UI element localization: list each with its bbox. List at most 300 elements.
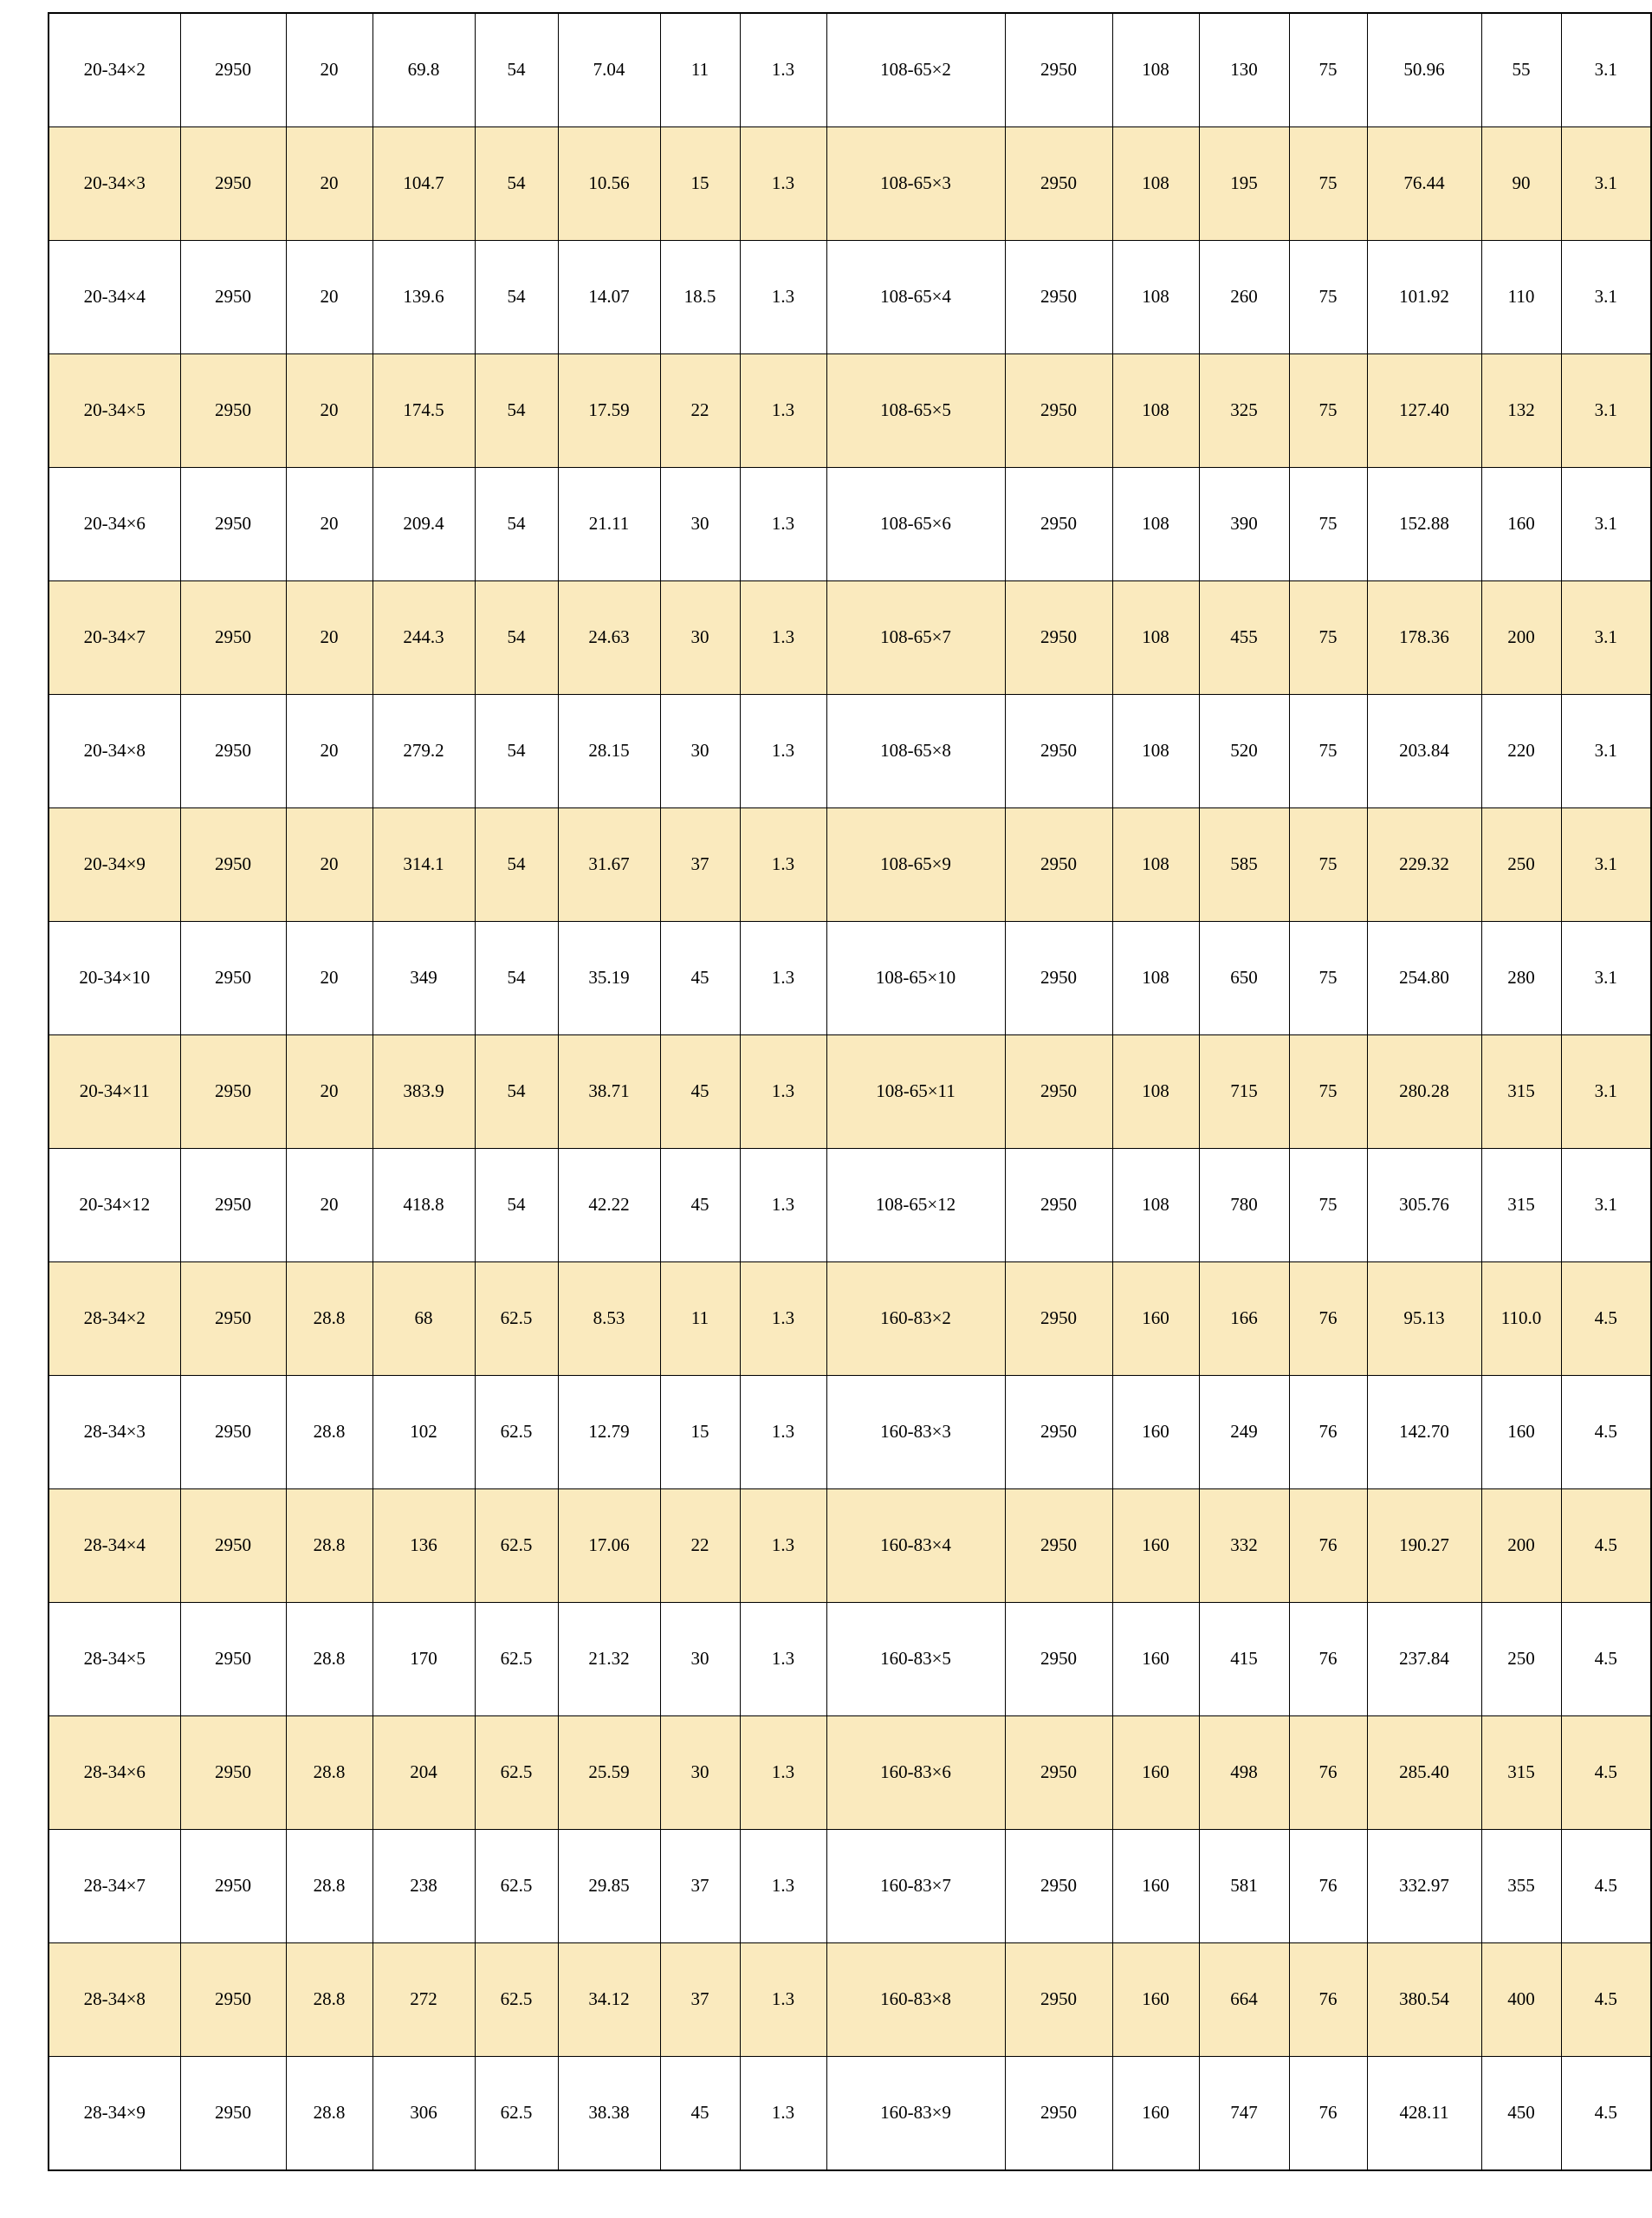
table-cell: 160 (1112, 1262, 1199, 1376)
table-cell: 14.07 (558, 241, 660, 354)
table-cell: 650 (1199, 922, 1289, 1035)
table-cell: 254.80 (1367, 922, 1481, 1035)
table-cell: 160-83×9 (826, 2057, 1005, 2171)
table-cell: 22 (660, 1489, 740, 1603)
table-cell: 54 (475, 127, 558, 241)
table-cell: 75 (1289, 808, 1367, 922)
table-cell: 325 (1199, 354, 1289, 468)
table-cell: 1.3 (740, 581, 826, 695)
table-cell: 160-83×6 (826, 1716, 1005, 1830)
table-cell: 4.5 (1561, 1603, 1651, 1716)
table-cell: 62.5 (475, 1489, 558, 1603)
table-cell: 2950 (1005, 1830, 1112, 1943)
table-cell: 38.38 (558, 2057, 660, 2171)
table-cell: 20-34×6 (49, 468, 180, 581)
table-cell: 108 (1112, 13, 1199, 127)
table-cell: 279.2 (373, 695, 475, 808)
table-cell: 160-83×2 (826, 1262, 1005, 1376)
table-row (49, 1716, 1651, 1830)
table-cell: 250 (1481, 808, 1561, 922)
table-row (49, 241, 1651, 354)
table-cell: 249 (1199, 1376, 1289, 1489)
table-cell: 1.3 (740, 1716, 826, 1830)
table-row (49, 1035, 1651, 1149)
table-cell: 2950 (1005, 241, 1112, 354)
table-cell: 1.3 (740, 354, 826, 468)
table-cell: 28-34×6 (49, 1716, 180, 1830)
table-row (49, 468, 1651, 581)
table-cell: 160 (1112, 1943, 1199, 2057)
table-cell: 76 (1289, 1716, 1367, 1830)
table-cell: 1.3 (740, 241, 826, 354)
table-cell: 28-34×4 (49, 1489, 180, 1603)
table-cell: 20-34×5 (49, 354, 180, 468)
table-cell: 160-83×4 (826, 1489, 1005, 1603)
table-cell: 160 (1481, 1376, 1561, 1489)
table-cell: 76 (1289, 1830, 1367, 1943)
table-cell: 54 (475, 695, 558, 808)
table-cell: 76 (1289, 1943, 1367, 2057)
table-cell: 20-34×10 (49, 922, 180, 1035)
table-cell: 1.3 (740, 468, 826, 581)
table-cell: 90 (1481, 127, 1561, 241)
table-cell: 45 (660, 2057, 740, 2171)
table-cell: 25.59 (558, 1716, 660, 1830)
table-cell: 20-34×2 (49, 13, 180, 127)
table-cell: 280.28 (1367, 1035, 1481, 1149)
table-cell: 76 (1289, 1376, 1367, 1489)
table-row (49, 2057, 1651, 2171)
table-cell: 200 (1481, 1489, 1561, 1603)
table-cell: 45 (660, 922, 740, 1035)
table-cell: 3.1 (1561, 13, 1651, 127)
table-cell: 1.3 (740, 1035, 826, 1149)
table-cell: 69.8 (373, 13, 475, 127)
table-cell: 20-34×7 (49, 581, 180, 695)
table-cell: 102 (373, 1376, 475, 1489)
table-cell: 2950 (1005, 1035, 1112, 1149)
table-cell: 4.5 (1561, 2057, 1651, 2171)
table-cell: 20 (286, 695, 373, 808)
table-cell: 160-83×8 (826, 1943, 1005, 2057)
table-cell: 160 (1112, 2057, 1199, 2171)
table-cell: 76.44 (1367, 127, 1481, 241)
table-cell: 418.8 (373, 1149, 475, 1262)
table-cell: 715 (1199, 1035, 1289, 1149)
table-cell: 160-83×5 (826, 1603, 1005, 1716)
table-cell: 12.79 (558, 1376, 660, 1489)
table-cell: 2950 (1005, 2057, 1112, 2171)
table-cell: 54 (475, 808, 558, 922)
table-cell: 4.5 (1561, 1376, 1651, 1489)
table-cell: 400 (1481, 1943, 1561, 2057)
table-cell: 1.3 (740, 13, 826, 127)
table-cell: 108 (1112, 241, 1199, 354)
table-cell: 15 (660, 127, 740, 241)
table-cell: 581 (1199, 1830, 1289, 1943)
table-cell: 20 (286, 13, 373, 127)
table-cell: 54 (475, 922, 558, 1035)
table-cell: 42.22 (558, 1149, 660, 1262)
table-cell: 108-65×8 (826, 695, 1005, 808)
table-cell: 28-34×5 (49, 1603, 180, 1716)
table-cell: 204 (373, 1716, 475, 1830)
table-cell: 2950 (180, 695, 286, 808)
table-cell: 2950 (180, 1035, 286, 1149)
table-cell: 260 (1199, 241, 1289, 354)
specification-table (48, 12, 1652, 2171)
table-cell: 10.56 (558, 127, 660, 241)
table-cell: 2950 (1005, 1149, 1112, 1262)
table-cell: 238 (373, 1830, 475, 1943)
table-cell: 21.11 (558, 468, 660, 581)
table-cell: 747 (1199, 2057, 1289, 2171)
table-cell: 2950 (180, 1830, 286, 1943)
table-cell: 11 (660, 13, 740, 127)
table-cell: 244.3 (373, 581, 475, 695)
table-cell: 3.1 (1561, 695, 1651, 808)
table-cell: 104.7 (373, 127, 475, 241)
table-cell: 30 (660, 695, 740, 808)
table-cell: 160 (1112, 1376, 1199, 1489)
table-cell: 127.40 (1367, 354, 1481, 468)
table-cell: 50.96 (1367, 13, 1481, 127)
table-cell: 17.59 (558, 354, 660, 468)
table-cell: 108 (1112, 922, 1199, 1035)
table-cell: 170 (373, 1603, 475, 1716)
table-cell: 203.84 (1367, 695, 1481, 808)
table-cell: 108-65×5 (826, 354, 1005, 468)
table-cell: 20-34×3 (49, 127, 180, 241)
table-row (49, 808, 1651, 922)
table-cell: 142.70 (1367, 1376, 1481, 1489)
table-cell: 28.8 (286, 1262, 373, 1376)
table-cell: 1.3 (740, 1943, 826, 2057)
table-row (49, 1262, 1651, 1376)
table-cell: 415 (1199, 1603, 1289, 1716)
table-cell: 108 (1112, 808, 1199, 922)
table-cell: 76 (1289, 2057, 1367, 2171)
table-cell: 2950 (1005, 581, 1112, 695)
table-cell: 38.71 (558, 1035, 660, 1149)
table-cell: 28.8 (286, 2057, 373, 2171)
table-cell: 11 (660, 1262, 740, 1376)
table-cell: 139.6 (373, 241, 475, 354)
table-cell: 332.97 (1367, 1830, 1481, 1943)
table-cell: 160 (1481, 468, 1561, 581)
table-cell: 2950 (180, 2057, 286, 2171)
table-cell: 101.92 (1367, 241, 1481, 354)
table-cell: 30 (660, 1716, 740, 1830)
table-cell: 2950 (180, 13, 286, 127)
table-cell: 1.3 (740, 808, 826, 922)
table-cell: 75 (1289, 13, 1367, 127)
table-cell: 2950 (180, 922, 286, 1035)
table-cell: 75 (1289, 922, 1367, 1035)
table-cell: 2950 (1005, 1262, 1112, 1376)
table-row (49, 1489, 1651, 1603)
table-cell: 108 (1112, 1149, 1199, 1262)
table-cell: 1.3 (740, 695, 826, 808)
table-cell: 28-34×7 (49, 1830, 180, 1943)
table-cell: 54 (475, 1149, 558, 1262)
table-cell: 1.3 (740, 1830, 826, 1943)
table-cell: 20-34×12 (49, 1149, 180, 1262)
table-cell: 68 (373, 1262, 475, 1376)
table-cell: 380.54 (1367, 1943, 1481, 2057)
table-cell: 2950 (1005, 1943, 1112, 2057)
table-row (49, 1830, 1651, 1943)
table-cell: 62.5 (475, 2057, 558, 2171)
table-cell: 20 (286, 241, 373, 354)
table-cell: 2950 (180, 354, 286, 468)
table-cell: 136 (373, 1489, 475, 1603)
table-cell: 76 (1289, 1262, 1367, 1376)
table-cell: 2950 (180, 1262, 286, 1376)
table-cell: 18.5 (660, 241, 740, 354)
table-cell: 37 (660, 1943, 740, 2057)
table-cell: 75 (1289, 468, 1367, 581)
table-cell: 450 (1481, 2057, 1561, 2171)
table-cell: 4.5 (1561, 1489, 1651, 1603)
table-cell: 54 (475, 581, 558, 695)
table-cell: 3.1 (1561, 241, 1651, 354)
table-cell: 160 (1112, 1489, 1199, 1603)
table-cell: 160 (1112, 1716, 1199, 1830)
table-cell: 2950 (180, 1943, 286, 2057)
table-cell: 28-34×2 (49, 1262, 180, 1376)
table-cell: 54 (475, 13, 558, 127)
table-cell: 3.1 (1561, 922, 1651, 1035)
table-cell: 28.8 (286, 1716, 373, 1830)
table-cell: 28.8 (286, 1376, 373, 1489)
table-cell: 3.1 (1561, 127, 1651, 241)
table-cell: 108-65×11 (826, 1035, 1005, 1149)
table-cell: 2950 (1005, 808, 1112, 922)
table-cell: 110 (1481, 241, 1561, 354)
table-cell: 75 (1289, 1149, 1367, 1262)
table-cell: 383.9 (373, 1035, 475, 1149)
table-cell: 2950 (1005, 1489, 1112, 1603)
table-cell: 250 (1481, 1603, 1561, 1716)
table-cell: 108-65×6 (826, 468, 1005, 581)
table-row (49, 1603, 1651, 1716)
table-cell: 2950 (1005, 1716, 1112, 1830)
table-cell: 305.76 (1367, 1149, 1481, 1262)
table-cell: 54 (475, 468, 558, 581)
table-row (49, 922, 1651, 1035)
table-cell: 75 (1289, 354, 1367, 468)
table-cell: 4.5 (1561, 1716, 1651, 1830)
table-cell: 20-34×9 (49, 808, 180, 922)
table-cell: 28.15 (558, 695, 660, 808)
table-cell: 1.3 (740, 1489, 826, 1603)
table-cell: 20-34×8 (49, 695, 180, 808)
table-cell: 20 (286, 354, 373, 468)
table-cell: 3.1 (1561, 581, 1651, 695)
table-cell: 1.3 (740, 127, 826, 241)
table-cell: 498 (1199, 1716, 1289, 1830)
table-cell: 1.3 (740, 1603, 826, 1716)
table-cell: 315 (1481, 1035, 1561, 1149)
table-cell: 2950 (180, 241, 286, 354)
table-cell: 2950 (1005, 922, 1112, 1035)
table-cell: 31.67 (558, 808, 660, 922)
table-cell: 664 (1199, 1943, 1289, 2057)
table-cell: 110.0 (1481, 1262, 1561, 1376)
table-cell: 285.40 (1367, 1716, 1481, 1830)
table-cell: 315 (1481, 1716, 1561, 1830)
table-cell: 22 (660, 354, 740, 468)
table-cell: 108 (1112, 581, 1199, 695)
table-cell: 332 (1199, 1489, 1289, 1603)
table-cell: 75 (1289, 581, 1367, 695)
table-cell: 4.5 (1561, 1943, 1651, 2057)
table-cell: 62.5 (475, 1716, 558, 1830)
table-cell: 2950 (180, 1603, 286, 1716)
table-cell: 28.8 (286, 1489, 373, 1603)
table-cell: 108 (1112, 354, 1199, 468)
table-cell: 3.1 (1561, 468, 1651, 581)
table-row (49, 127, 1651, 241)
table-cell: 2950 (180, 468, 286, 581)
table-cell: 390 (1199, 468, 1289, 581)
table-cell: 2950 (180, 127, 286, 241)
table-cell: 272 (373, 1943, 475, 2057)
table-row (49, 1376, 1651, 1489)
table-cell: 108-65×9 (826, 808, 1005, 922)
table-cell: 108 (1112, 695, 1199, 808)
table-cell: 4.5 (1561, 1830, 1651, 1943)
table-cell: 2950 (1005, 127, 1112, 241)
table-cell: 2950 (1005, 13, 1112, 127)
table-cell: 160 (1112, 1603, 1199, 1716)
table-cell: 75 (1289, 1035, 1367, 1149)
table-cell: 455 (1199, 581, 1289, 695)
table-cell: 20 (286, 1035, 373, 1149)
table-cell: 20 (286, 922, 373, 1035)
table-cell: 314.1 (373, 808, 475, 922)
table-cell: 108 (1112, 1035, 1199, 1149)
table-row (49, 1149, 1651, 1262)
table-cell: 54 (475, 1035, 558, 1149)
table-cell: 160-83×3 (826, 1376, 1005, 1489)
table-cell: 355 (1481, 1830, 1561, 1943)
table-cell: 76 (1289, 1489, 1367, 1603)
table-cell: 34.12 (558, 1943, 660, 2057)
table-cell: 20 (286, 581, 373, 695)
table-cell: 20-34×11 (49, 1035, 180, 1149)
table-row (49, 581, 1651, 695)
table-cell: 315 (1481, 1149, 1561, 1262)
table-cell: 108 (1112, 127, 1199, 241)
table-cell: 108-65×3 (826, 127, 1005, 241)
table-cell: 62.5 (475, 1943, 558, 2057)
table-cell: 2950 (1005, 695, 1112, 808)
table-cell: 190.27 (1367, 1489, 1481, 1603)
table-row (49, 1943, 1651, 2057)
table-cell: 428.11 (1367, 2057, 1481, 2171)
table-cell: 17.06 (558, 1489, 660, 1603)
table-cell: 108-65×2 (826, 13, 1005, 127)
table-cell: 28-34×9 (49, 2057, 180, 2171)
table-cell: 62.5 (475, 1262, 558, 1376)
table-cell: 30 (660, 581, 740, 695)
table-cell: 280 (1481, 922, 1561, 1035)
table-cell: 75 (1289, 695, 1367, 808)
table-cell: 108-65×12 (826, 1149, 1005, 1262)
table-cell: 3.1 (1561, 808, 1651, 922)
table-cell: 7.04 (558, 13, 660, 127)
table-cell: 15 (660, 1376, 740, 1489)
table-cell: 3.1 (1561, 1035, 1651, 1149)
table-cell: 2950 (1005, 468, 1112, 581)
table-cell: 20 (286, 1149, 373, 1262)
table-cell: 160 (1112, 1830, 1199, 1943)
table-cell: 76 (1289, 1603, 1367, 1716)
table-cell: 130 (1199, 13, 1289, 127)
table-cell: 1.3 (740, 1376, 826, 1489)
table-cell: 30 (660, 1603, 740, 1716)
table-cell: 28-34×8 (49, 1943, 180, 2057)
table-cell: 62.5 (475, 1830, 558, 1943)
table-cell: 20 (286, 468, 373, 581)
table-cell: 520 (1199, 695, 1289, 808)
table-cell: 1.3 (740, 922, 826, 1035)
table-cell: 21.32 (558, 1603, 660, 1716)
table-cell: 4.5 (1561, 1262, 1651, 1376)
table-cell: 200 (1481, 581, 1561, 695)
table-cell: 108 (1112, 468, 1199, 581)
table-cell: 1.3 (740, 1149, 826, 1262)
table-cell: 29.85 (558, 1830, 660, 1943)
table-cell: 20-34×4 (49, 241, 180, 354)
table-cell: 2950 (180, 1489, 286, 1603)
table-cell: 8.53 (558, 1262, 660, 1376)
table-cell: 28.8 (286, 1830, 373, 1943)
table-cell: 108-65×10 (826, 922, 1005, 1035)
table-cell: 24.63 (558, 581, 660, 695)
table-cell: 30 (660, 468, 740, 581)
table-cell: 35.19 (558, 922, 660, 1035)
table-cell: 75 (1289, 127, 1367, 241)
table-cell: 132 (1481, 354, 1561, 468)
table-cell: 2950 (1005, 354, 1112, 468)
table-cell: 28.8 (286, 1603, 373, 1716)
table-cell: 55 (1481, 13, 1561, 127)
table-cell: 209.4 (373, 468, 475, 581)
table-cell: 28.8 (286, 1943, 373, 2057)
table-cell: 237.84 (1367, 1603, 1481, 1716)
table-cell: 349 (373, 922, 475, 1035)
table-cell: 2950 (180, 1376, 286, 1489)
table-cell: 20 (286, 808, 373, 922)
table-cell: 160-83×7 (826, 1830, 1005, 1943)
table-cell: 75 (1289, 241, 1367, 354)
table-cell: 20 (286, 127, 373, 241)
table-cell: 195 (1199, 127, 1289, 241)
table-cell: 54 (475, 241, 558, 354)
table-cell: 2950 (180, 581, 286, 695)
table-cell: 54 (475, 354, 558, 468)
table-cell: 62.5 (475, 1603, 558, 1716)
table-cell: 2950 (180, 808, 286, 922)
table-cell: 28-34×3 (49, 1376, 180, 1489)
table-cell: 220 (1481, 695, 1561, 808)
table-body (49, 13, 1651, 2170)
table-cell: 166 (1199, 1262, 1289, 1376)
table-cell: 62.5 (475, 1376, 558, 1489)
